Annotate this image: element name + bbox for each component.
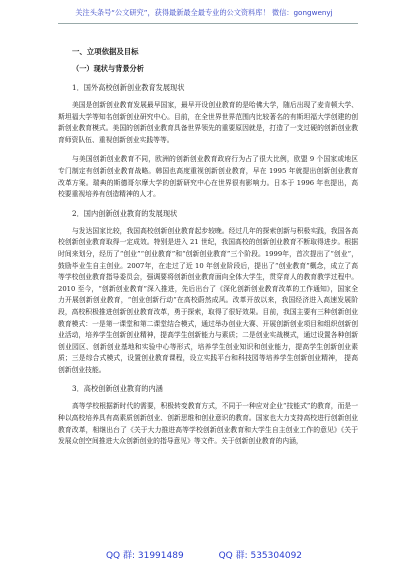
subsection-title: （一）现状与背景分析 <box>72 64 144 73</box>
part3-paragraph-1: 高等学校根据新时代的需要，积极转变教育方式，不同于一种应对企业“技能式”的教育，而是一种以高校培养具有高素质创新创业、创新思维和创业意识的教育。国家也大力支持高校进行创新创业教育改革，相继出台了《关于大力推进高等学校创新创业教育和大学生自主创业工作的意见》《关于发展众创空间推进大众创新创业的指导意见》等文件。关于创新创业教育的内涵， <box>58 402 358 446</box>
section-title: 一、立项依据及目标 <box>72 47 139 56</box>
qq-group-2: QQ 群: 535304092 <box>218 551 303 561</box>
part1-paragraph-1: 美国是创新创业教育发展最早国家，最早开设创业教育的是哈佛大学，随后出现了麦肯顿大学、斯坦福大学等知名创新创业研究中心。目前，在全世界世界范围内比较著名的有斯坦福大学创建的创新创业教育模式。美国的创新创业教育具备世界领先的重要原因就是，打造了一支过硬的创新创业教育师资队伍、重视创新创业实践等等。 <box>58 101 358 144</box>
part1-title: 1．国外高校创新创业教育发展现状 <box>72 83 185 92</box>
part2-title: 2．国内创新创业教育的发展现状 <box>72 208 178 218</box>
part3-title: 3．高校创新创业教育的内涵 <box>72 384 163 394</box>
banner-divider <box>58 23 358 24</box>
promo-banner: 关注头条号“公文研究”，获得最新最全最专业的公文资料库！ 微信：gongwenyj <box>75 8 333 17</box>
document-body <box>58 32 358 456</box>
part1-paragraph-2: 与美国创新创业教育不同，欧洲的创新创业教育政府行为占了很大比例，欧盟 9 个国家或地区专门制定有创新创业教育战略。韩国也高度重视创新创业教育，早在 1995 年就提出创新创业教育改革方案。瑞典的斯德哥尔摩大学的创新研究中心在世界很有影响力。日本于 1996 年也提出，高校要重视培养有创造精神的人才。 <box>58 155 358 199</box>
qq-group-1: QQ 群: 31991489 <box>105 551 184 561</box>
footer-contacts <box>0 548 408 561</box>
part2-paragraph-1: 与发达国家比较，我国高校创新创业教育起步较晚。经过几年的探索创新与积极实践，我国各高校创新创业教育取得一定成效。特别是进入 21 世纪，我国高校的创新创业教育不断取得进步。根据时间来划分，经历了“创业”“创业教育”和“创新创业教育”三个阶段。1999年，首次提出了“创业”，鼓励毕业生自主创业。2007年，在走过了近 10 年创业阶段后，提出了“创业教育”概念，成立了高等学校创业教育指导委员会，强调要将创新创业教育面向全体大学生，贯穿育人的教育教学过程中。2010 至今，“创新创业教育”深入推进，先后出台了《深化创新创业教育改革的工作通知》，国家全力开展创新创业教育，“创业创新行动”在高校蔚然成风。改革开放以来，我国经济进入高速发展阶段，高校积极推进创新创业教育改革，勇于探索，取得了很好效果。目前，我国主要有三种创新创业教育模式：一是第一课堂和第二课堂结合模式，通过举办创业大赛、开展创新创业项目和组织创新创业活动，培养学生创新创业精神，提高学生创新能力与素质；二是创业实战模式，通过设置各种创新创业园区、创新创业基地和实验中心等形式，培养学生创业知识和创业能力，提高学生创新创业素质；三是综合式模式，设置创业教育课程，设立实践平台和科技园等培养学生创新创业精神， 提高创新创业技能。 <box>58 226 358 374</box>
